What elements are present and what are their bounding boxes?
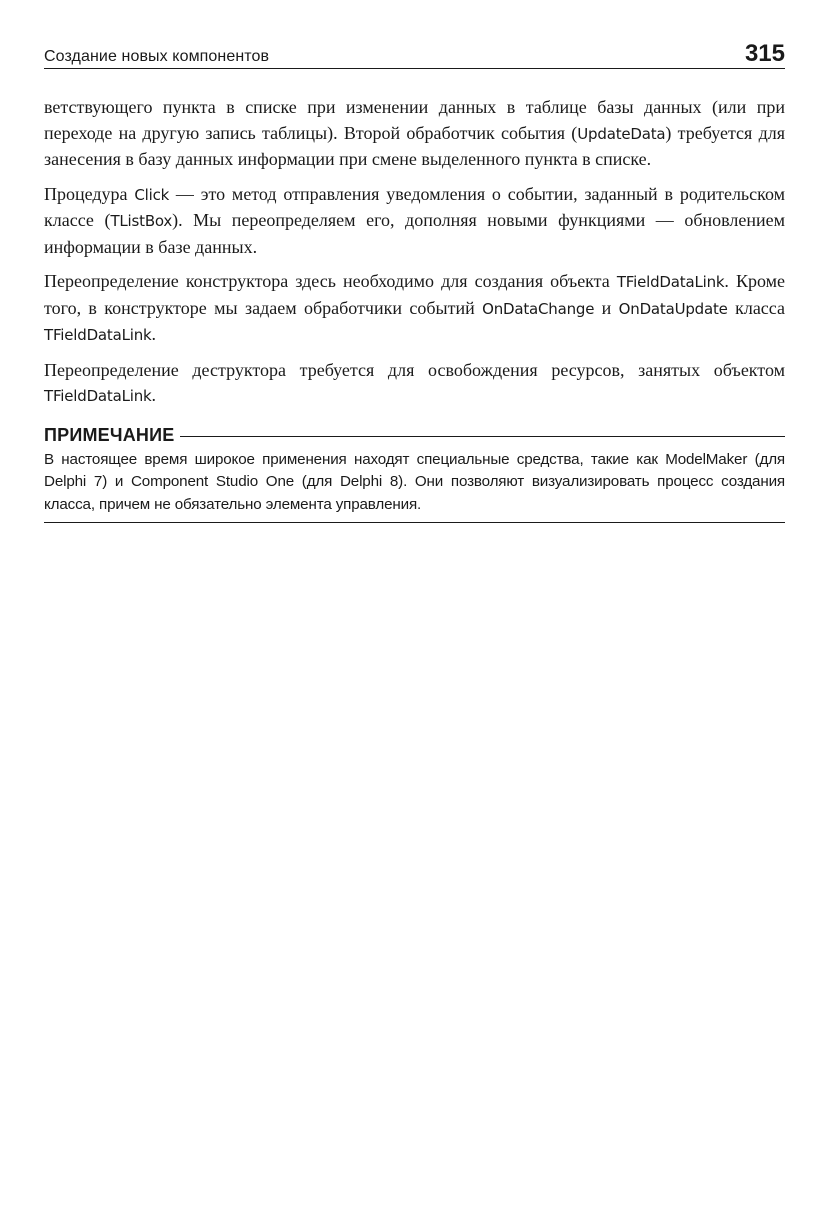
paragraph-3-text-4: класса [727, 297, 785, 318]
paragraph-3 [44, 269, 785, 349]
note-bottom-rule [44, 522, 785, 523]
paragraph-2-text-3: ). Мы переопределяем его, дополняя новыми функциями — обновлением информации в базе данных. [44, 210, 785, 257]
paragraph-2 [44, 182, 785, 261]
paragraph-3-text-2: . Кроме того, в конструкторе мы задаем обработчики событий [44, 271, 785, 318]
paragraph-1-text-1: ветствующего пункта в списке при изменении данных в таблице базы данных (или при переходе на другую запись таблицы). Второй обработчик события ( [44, 97, 785, 143]
code-click: Click [134, 185, 170, 204]
note-top-rule [180, 436, 785, 437]
note-box [44, 425, 785, 524]
note-text: В настоящее время широкое применения находят специальные средства, такие как ModelMaker (для Delphi 7) и Component Studio One (для Delphi 8). Они позволяют визуализировать процесс создания класса, причем не обязательно элемента управления. [44, 450, 785, 513]
paragraph-2-text-1: Процедура [44, 183, 135, 204]
code-tfielddatalink: TFieldDataLink [44, 326, 152, 344]
paragraph-1-text-2: ) требуется для занесения в базу данных информации при смене выделенного пункта в списке. [44, 122, 785, 169]
paragraph-2-text-2: — это метод отправления уведомления о событии, заданный в родительском классе ( [44, 183, 786, 230]
paragraph-3-text-1: Переопределение конструктора здесь необходимо для создания объекта [44, 271, 617, 291]
running-header-title: Создание новых компонентов [44, 48, 270, 65]
code-updatedata: UpdateData [577, 124, 666, 143]
code-tfielddatalink: TFieldDataLink [616, 273, 725, 291]
page-number: 315 [744, 40, 785, 67]
code-tfielddatalink: TFieldDataLink [44, 387, 152, 405]
running-header [44, 38, 785, 69]
note-title: ПРИМЕЧАНИЕ [44, 425, 175, 445]
code-ondatachange: OnDataChange [482, 299, 595, 318]
code-tlistbox: TListBox [110, 212, 173, 230]
body-text [44, 95, 785, 410]
paragraph-3-text-3: и [594, 297, 619, 318]
code-ondataupdate: OnDataUpdate [618, 299, 728, 318]
paragraph-4-text-2: . [151, 385, 157, 405]
paragraph-4-text-1: Переопределение деструктора требуется для освобождения ресурсов, занятых объектом [44, 359, 785, 380]
paragraph-4 [44, 358, 785, 410]
paragraph-1 [44, 95, 785, 173]
note-heading [44, 425, 785, 447]
paragraph-3-text-5: . [151, 324, 157, 344]
book-page [44, 38, 785, 523]
